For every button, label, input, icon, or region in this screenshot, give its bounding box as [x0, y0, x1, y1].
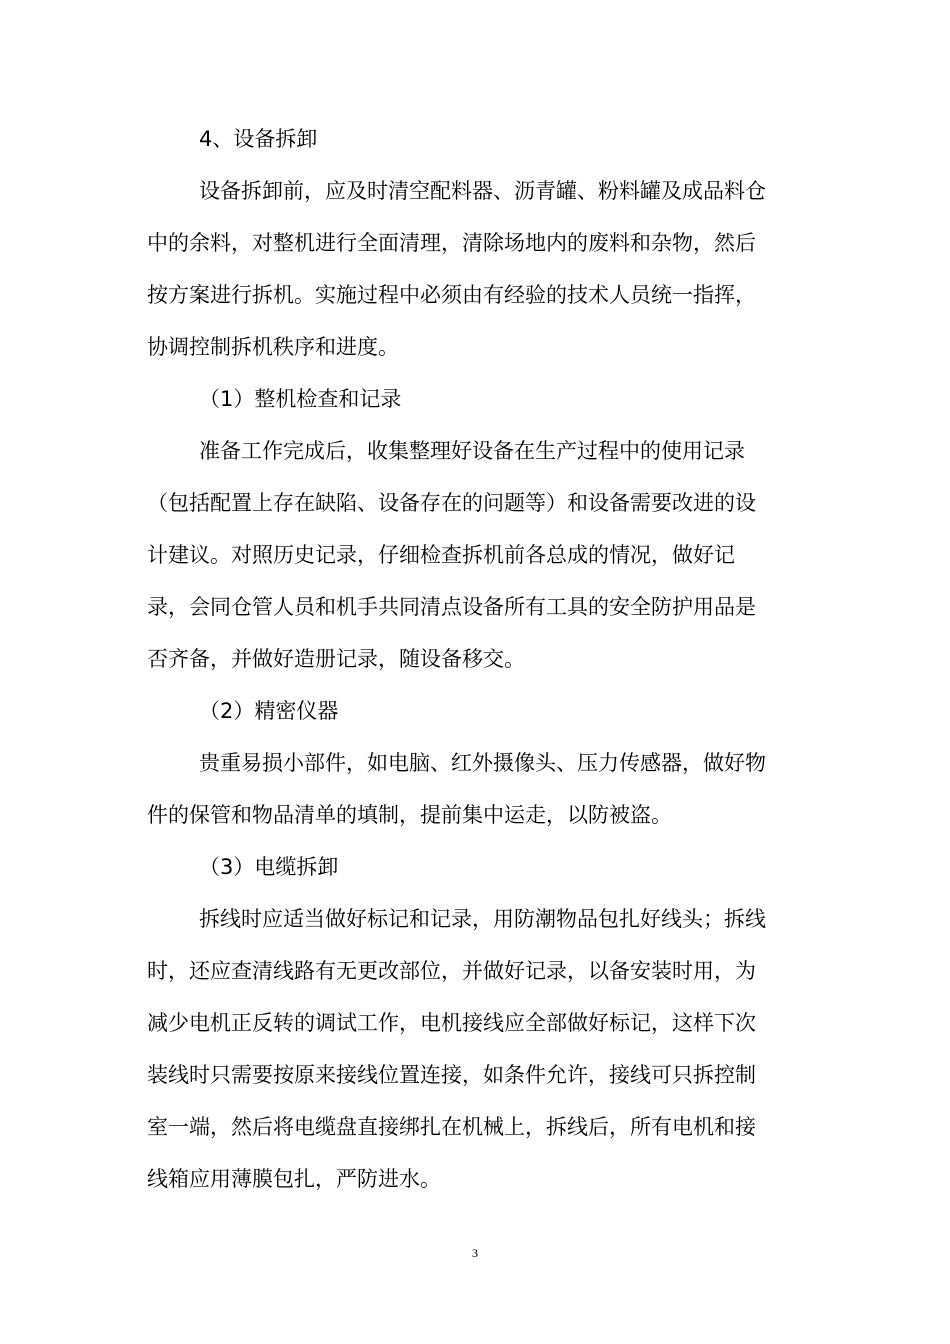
body-paragraph [147, 425, 807, 685]
paragraph-line: 录，会同仓管人员和机手共同清点设备所有工具的安全防护用品是 [147, 595, 756, 619]
paragraph-line: 室一端，然后将电缆盘直接绑扎在机械上，拆线后，所有电机和接 [147, 1115, 756, 1139]
page-number: 3 [472, 1246, 478, 1260]
section-heading [147, 685, 807, 737]
heading-text: 4、设备拆卸 [199, 127, 318, 151]
paragraph-line: 时，还应查清线路有无更改部位，并做好记录，以备安装时用，为 [147, 959, 756, 983]
paragraph-line: 计建议。对照历史记录，仔细检查拆机前各总成的情况，做好记 [147, 543, 735, 567]
heading-text: （2）精密仪器 [199, 699, 339, 723]
paragraph-line: 否齐备，并做好造册记录，随设备移交。 [147, 647, 525, 671]
body-paragraph [147, 165, 807, 373]
body-paragraph [147, 893, 807, 1205]
heading-text: （1）整机检查和记录 [199, 387, 402, 411]
paragraph-line: 按方案进行拆机。实施过程中必须由有经验的技术人员统一指挥， [147, 283, 756, 307]
paragraph-line: 贵重易损小部件，如电脑、红外摄像头、压力传感器，做好物 [199, 751, 766, 775]
paragraph-line: 协调控制拆机秩序和进度。 [147, 335, 399, 359]
section-heading [147, 373, 807, 425]
section-heading [147, 841, 807, 893]
paragraph-line: 减少电机正反转的调试工作，电机接线应全部做好标记，这样下次 [147, 1011, 756, 1035]
document-body [147, 113, 807, 1205]
paragraph-line: 中的余料，对整机进行全面清理，清除场地内的废料和杂物，然后 [147, 231, 756, 255]
paragraph-line: 线箱应用薄膜包扎，严防进水。 [147, 1167, 441, 1191]
paragraph-line: 装线时只需要按原来接线位置连接，如条件允许，接线可只拆控制 [147, 1063, 756, 1087]
paragraph-line: （包括配置上存在缺陷、设备存在的问题等）和设备需要改进的设 [147, 491, 756, 515]
paragraph-line: 件的保管和物品清单的填制，提前集中运走，以防被盗。 [147, 803, 672, 827]
paragraph-line: 设备拆卸前，应及时清空配料器、沥青罐、粉料罐及成品料仓 [199, 179, 766, 203]
heading-text: （3）电缆拆卸 [199, 855, 339, 879]
section-heading [147, 113, 807, 165]
paragraph-line: 准备工作完成后，收集整理好设备在生产过程中的使用记录 [199, 439, 745, 463]
paragraph-line: 拆线时应适当做好标记和记录，用防潮物品包扎好线头；拆线 [199, 907, 766, 931]
body-paragraph [147, 737, 807, 841]
